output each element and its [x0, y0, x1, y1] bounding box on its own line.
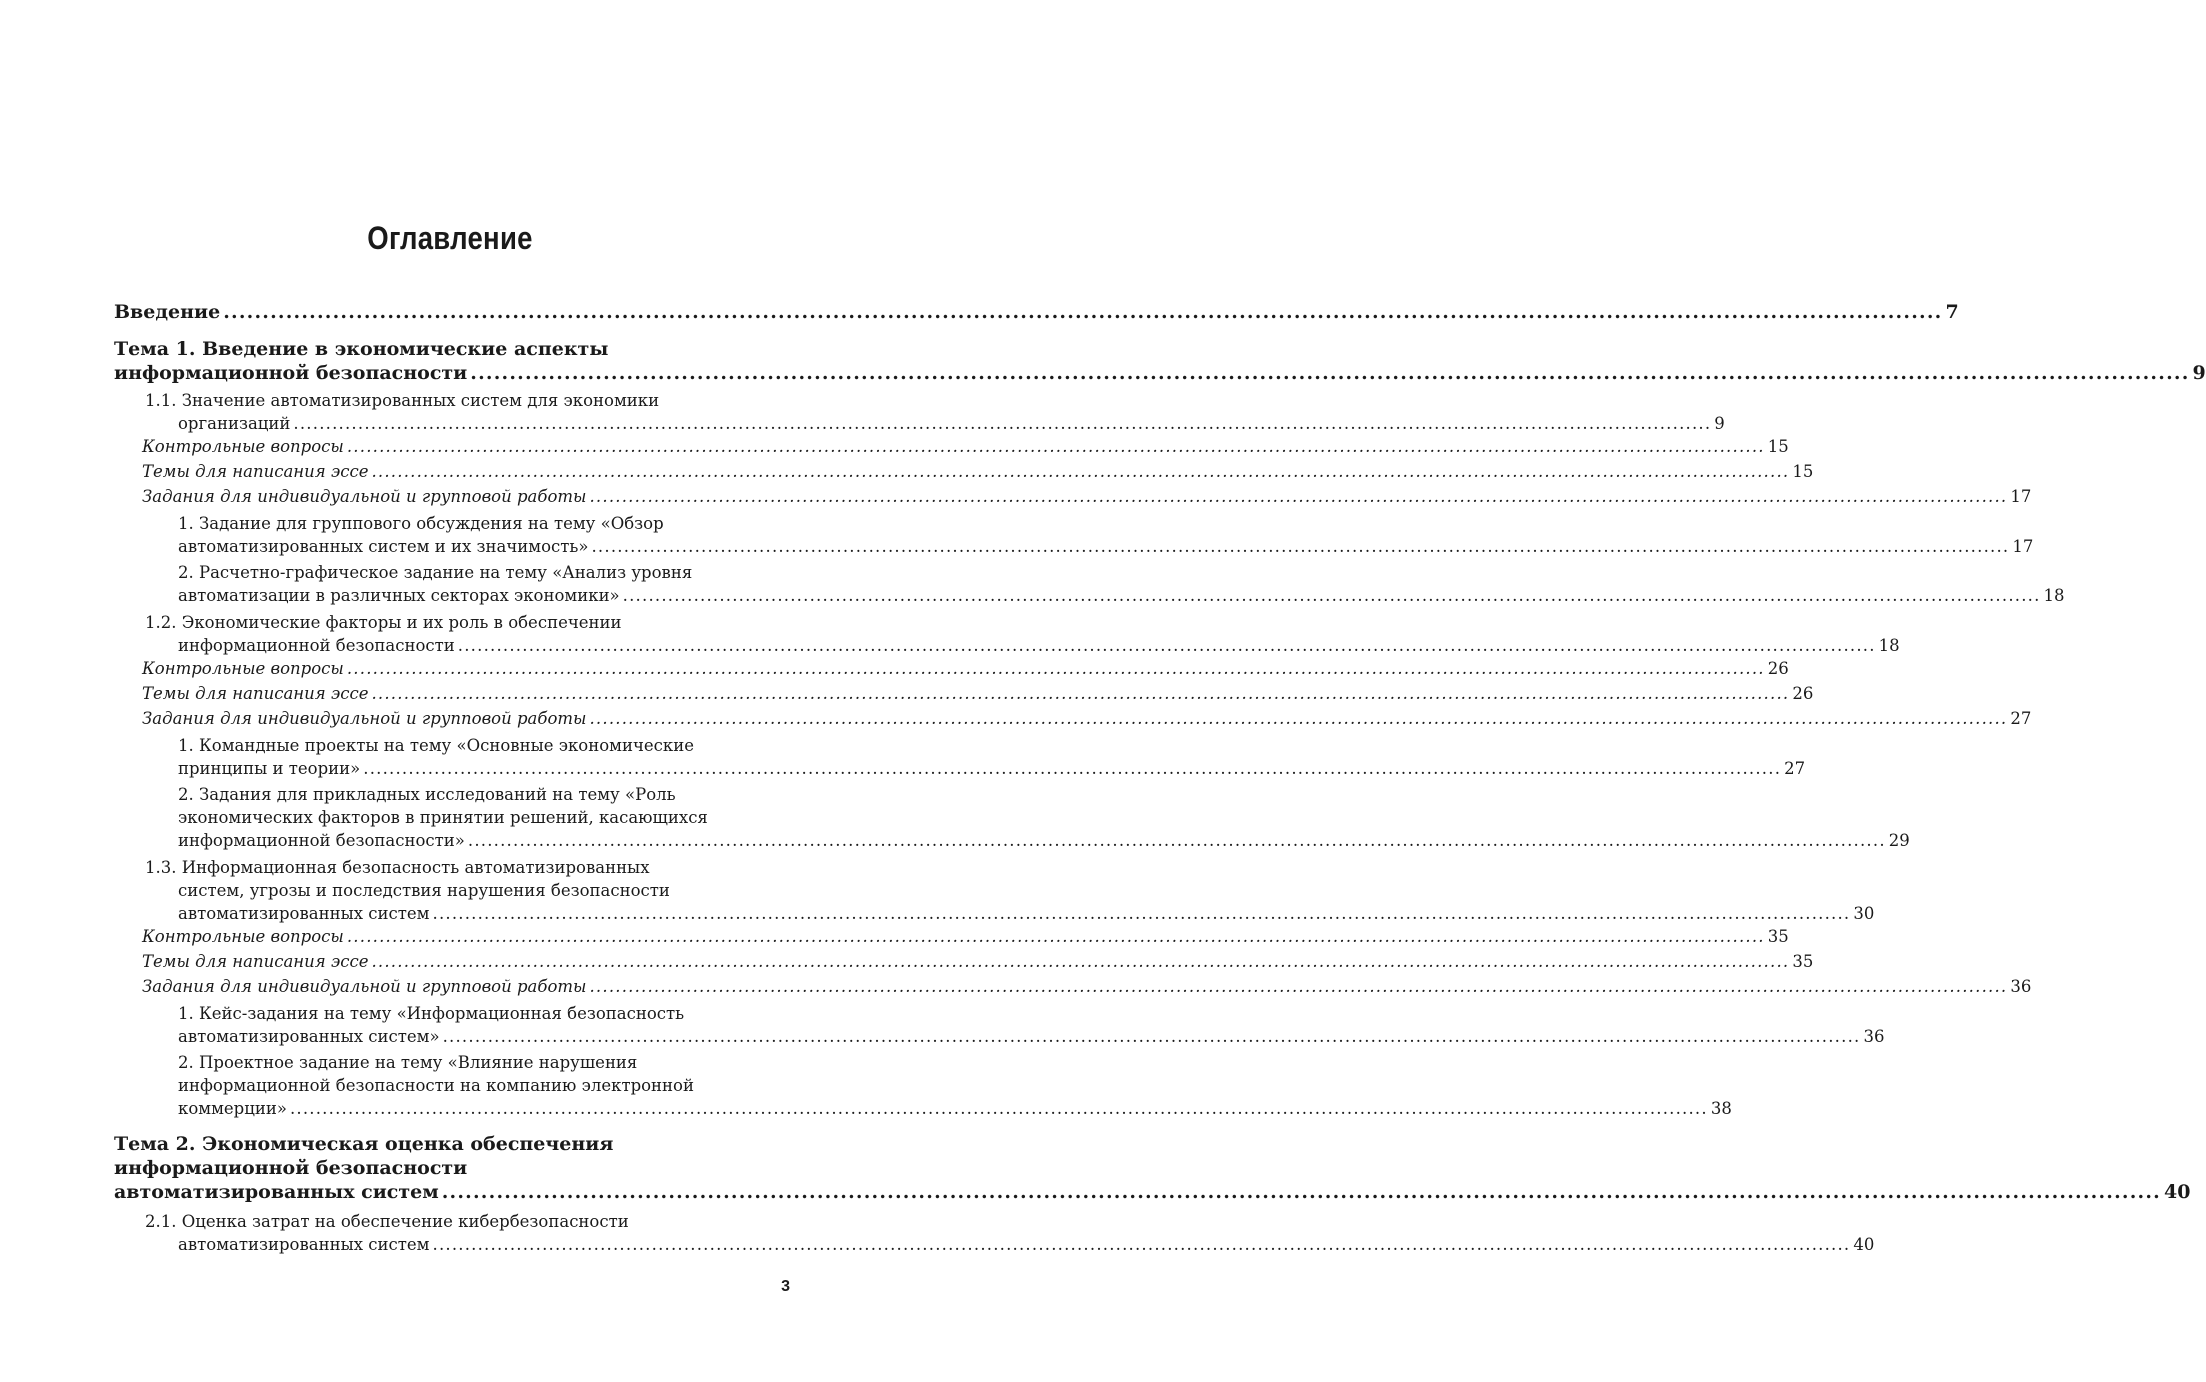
toc-page-number: 35 [1767, 927, 1789, 946]
toc-entry-text: Введение [114, 301, 221, 323]
dot-leader: ............................................................................................................................................................................................................................ [467, 831, 1886, 850]
toc-page-number: 27 [2010, 709, 2032, 728]
dot-leader: ............................................................................................................................................................................................................................ [442, 1027, 1861, 1046]
toc-entry [114, 460, 1814, 485]
toc-page-number: 27 [1784, 759, 1806, 778]
toc-page-number: 7 [1945, 301, 1959, 323]
toc-entry-text: Задания для индивидуальной и групповой работы [142, 709, 587, 728]
toc-entry-text: 1.2. Экономические факторы и их роль в обеспечении [145, 613, 622, 632]
dot-leader: ............................................................................................................................................................................................................................ [622, 586, 2041, 605]
dot-leader: ............................................................................................................................................................................................................................ [371, 952, 1790, 971]
toc-entry [114, 512, 2034, 558]
toc-entry-text: Тема 2. Экономическая оценка обеспечения [114, 1133, 614, 1155]
toc-entry [114, 337, 2206, 385]
toc-page-number: 18 [2043, 586, 2065, 605]
dot-leader: ............................................................................................................................................................................................................................ [470, 362, 2190, 384]
dot-leader: ............................................................................................................................................................................................................................ [363, 759, 1782, 778]
toc-entry-text: организаций [178, 414, 291, 433]
toc-entry [114, 682, 1814, 707]
toc-entry [114, 1051, 1732, 1120]
toc-entry [114, 561, 2065, 607]
toc-entry-text: информационной безопасности» [178, 831, 465, 850]
toc-entry-text: Контрольные вопросы [142, 659, 344, 678]
dot-leader: ............................................................................................................................................................................................................................ [432, 1235, 1851, 1254]
toc-page-number: 15 [1792, 462, 1814, 481]
toc-entry-text: автоматизированных систем [178, 904, 430, 923]
dot-leader: ............................................................................................................................................................................................................................ [441, 1181, 2161, 1203]
toc-entry [114, 300, 1959, 324]
dot-leader: ............................................................................................................................................................................................................................ [371, 462, 1790, 481]
toc-entry [114, 1132, 2191, 1204]
dot-leader: ............................................................................................................................................................................................................................ [457, 636, 1876, 655]
toc-entry-text: автоматизированных систем и их значимость» [178, 537, 589, 556]
toc-page-number: 17 [2012, 537, 2034, 556]
dot-leader: ............................................................................................................................................................................................................................ [346, 659, 1765, 678]
toc-entry-text: автоматизации в различных секторах экономики» [178, 586, 620, 605]
toc-entry [114, 435, 1789, 460]
toc-entry-text: 2. Проектное задание на тему «Влияние нарушения [178, 1053, 638, 1072]
toc-entry [114, 975, 2032, 1000]
dot-leader: ............................................................................................................................................................................................................................ [589, 709, 2008, 728]
toc-entry-text: 1.1. Значение автоматизированных систем для экономики [145, 391, 660, 410]
toc-entry-text: 1. Кейс-задания на тему «Информационная безопасность [178, 1004, 685, 1023]
toc-entry-text: 2. Расчетно-графическое задание на тему «Анализ уровня [178, 563, 693, 582]
toc-entry-text: 1.3. Информационная безопасность автоматизированных [145, 858, 650, 877]
dot-leader: ............................................................................................................................................................................................................................ [346, 437, 1765, 456]
toc-entry-text: Задания для индивидуальной и групповой работы [142, 487, 587, 506]
toc-entry [114, 783, 1910, 852]
toc-entry-text: Темы для написания эссе [142, 952, 369, 971]
page-title: Оглавление [367, 220, 533, 256]
dot-leader: ............................................................................................................................................................................................................................ [289, 1099, 1708, 1118]
dot-leader: ............................................................................................................................................................................................................................ [432, 904, 1851, 923]
page-number: 3 [781, 1278, 790, 1295]
toc-page-number: 15 [1767, 437, 1789, 456]
toc-entry [114, 925, 1789, 950]
toc-page-number: 40 [1853, 1235, 1875, 1254]
toc-entry-text: коммерции» [178, 1099, 287, 1118]
toc-page-number: 9 [1714, 414, 1725, 433]
toc-entry [114, 389, 1725, 435]
dot-leader: ............................................................................................................................................................................................................................ [589, 977, 2008, 996]
toc-entry [114, 1210, 1875, 1256]
toc-entry-text: 2. Задания для прикладных исследований на тему «Роль [178, 785, 676, 804]
toc-page-number: 26 [1792, 684, 1814, 703]
toc-entry [114, 950, 1814, 975]
toc-entry-text: Темы для написания эссе [142, 462, 369, 481]
toc-entry-text: информационной безопасности на компанию электронной [178, 1076, 694, 1095]
toc-page-number: 18 [1878, 636, 1900, 655]
toc-page-number: 40 [2163, 1181, 2191, 1203]
toc-page-number: 26 [1767, 659, 1789, 678]
toc-page-number: 36 [2010, 977, 2032, 996]
toc-entry-text: 1. Командные проекты на тему «Основные экономические [178, 736, 694, 755]
toc-entry-text: экономических факторов в принятии решений, касающихся [178, 808, 708, 827]
toc-entry-text: принципы и теории» [178, 759, 361, 778]
dot-leader: ............................................................................................................................................................................................................................ [223, 301, 1943, 323]
dot-leader: ............................................................................................................................................................................................................................ [371, 684, 1790, 703]
toc-entry [114, 485, 2032, 510]
toc-entry-text: автоматизированных систем [114, 1181, 439, 1203]
toc-entry-text: Темы для написания эссе [142, 684, 369, 703]
toc-page-number: 9 [2192, 362, 2206, 384]
toc-entry-text: Контрольные вопросы [142, 437, 344, 456]
toc-entry-text: 1. Задание для группового обсуждения на тему «Обзор [178, 514, 664, 533]
toc-entry-text: Тема 1. Введение в экономические аспекты [114, 338, 609, 360]
toc-entry [114, 611, 1900, 657]
toc-entry-text: информационной безопасности [114, 362, 468, 384]
toc-entry-text: информационной безопасности [114, 1157, 468, 1179]
dot-leader: ............................................................................................................................................................................................................................ [591, 537, 2010, 556]
toc-page-number: 35 [1792, 952, 1814, 971]
toc-entry [114, 856, 1875, 925]
toc-entry [114, 657, 1789, 682]
toc-entry-text: Контрольные вопросы [142, 927, 344, 946]
toc-page-number: 30 [1853, 904, 1875, 923]
toc-entry-text: Задания для индивидуальной и групповой работы [142, 977, 587, 996]
dot-leader: ............................................................................................................................................................................................................................ [346, 927, 1765, 946]
toc-entry-text: автоматизированных систем» [178, 1027, 440, 1046]
toc-entry-text: систем, угрозы и последствия нарушения безопасности [178, 881, 670, 900]
toc-entry [114, 1002, 1885, 1048]
toc-entry-text: автоматизированных систем [178, 1235, 430, 1254]
toc-entry [114, 707, 2032, 732]
toc-entry-text: информационной безопасности [178, 636, 455, 655]
toc-entry [114, 734, 1806, 780]
dot-leader: ............................................................................................................................................................................................................................ [589, 487, 2008, 506]
toc-page-number: 17 [2010, 487, 2032, 506]
toc-page-number: 29 [1888, 831, 1910, 850]
dot-leader: ............................................................................................................................................................................................................................ [293, 414, 1712, 433]
toc-page-number: 36 [1863, 1027, 1885, 1046]
toc-entry-text: 2.1. Оценка затрат на обеспечение кибербезопасности [145, 1212, 629, 1231]
toc-page-number: 38 [1710, 1099, 1732, 1118]
